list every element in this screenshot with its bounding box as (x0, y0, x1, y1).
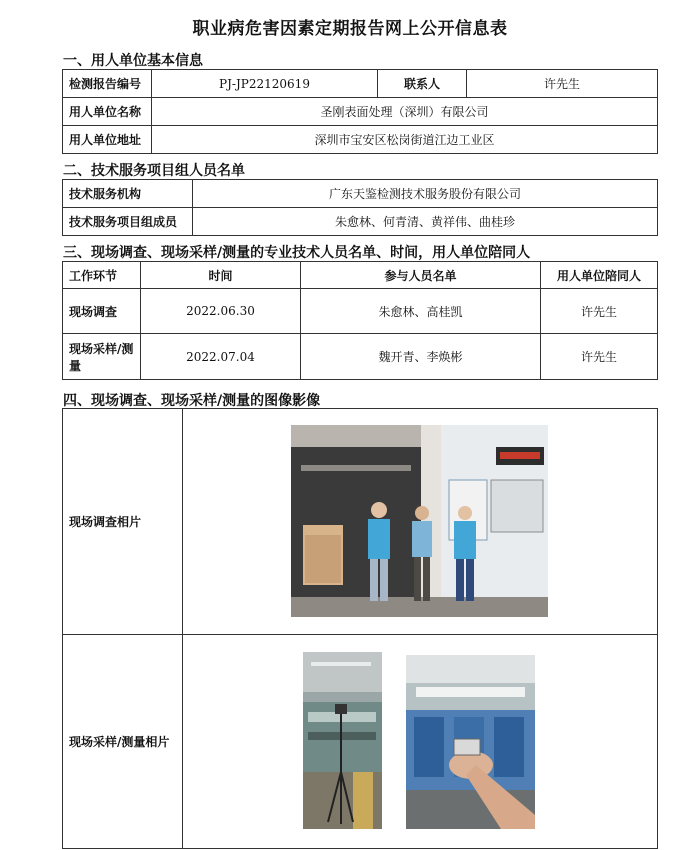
sampling-photo-label: 现场采样/测量相片 (63, 635, 183, 849)
section2-heading: 二、技术服务项目组人员名单 (63, 163, 245, 179)
survey-photo (291, 425, 548, 617)
table-row (63, 334, 658, 380)
table-row (63, 289, 658, 334)
sampling-photo-1-image (303, 652, 382, 829)
contact-value: 许先生 (467, 70, 658, 98)
header-stage: 工作环节 (63, 262, 141, 289)
header-people: 参与人员名单 (301, 262, 541, 289)
address-value: 深圳市宝安区松岗街道江边工业区 (152, 126, 658, 154)
header-date: 时间 (141, 262, 301, 289)
people-cell: 魏开青、李焕彬 (301, 334, 541, 380)
sampling-photo-1 (303, 652, 382, 829)
report-no-value: PJ-JP22120619 (152, 70, 378, 98)
people-cell: 朱愈林、高桂凯 (301, 289, 541, 334)
company-value: 圣刚表面处理（深圳）有限公司 (152, 98, 658, 126)
header-escort: 用人单位陪同人 (541, 262, 658, 289)
sampling-photo-2-image (406, 655, 535, 829)
contact-label: 联系人 (378, 70, 467, 98)
document-title: 职业病危害因素定期报告网上公开信息表 (192, 19, 508, 39)
members-label: 技术服务项目组成员 (63, 208, 193, 236)
address-label: 用人单位地址 (63, 126, 152, 154)
sampling-photo-2 (406, 655, 535, 829)
org-label: 技术服务机构 (63, 180, 193, 208)
section3-heading: 三、现场调查、现场采样/测量的专业技术人员名单、时间，用人单位陪同人 (63, 245, 531, 261)
escort-cell: 许先生 (541, 334, 658, 380)
date-cell: 2022.07.04 (141, 334, 301, 380)
members-value: 朱愈林、何青清、黄祥伟、曲桂珍 (193, 208, 658, 236)
survey-photo-image (291, 425, 548, 617)
section4-heading: 四、现场调查、现场采样/测量的图像影像 (63, 393, 321, 409)
escort-cell: 许先生 (541, 289, 658, 334)
stage-cell: 现场采样/测量 (63, 334, 141, 380)
report-no-label: 检测报告编号 (63, 70, 152, 98)
company-label: 用人单位名称 (63, 98, 152, 126)
org-value: 广东天鉴检测技术服务股份有限公司 (193, 180, 658, 208)
date-cell: 2022.06.30 (141, 289, 301, 334)
stage-cell: 现场调查 (63, 289, 141, 334)
survey-photo-label: 现场调查相片 (63, 409, 183, 635)
basic-info-table (62, 69, 658, 154)
schedule-table (62, 261, 658, 380)
section1-heading: 一、用人单位基本信息 (63, 53, 203, 69)
team-table (62, 179, 658, 236)
